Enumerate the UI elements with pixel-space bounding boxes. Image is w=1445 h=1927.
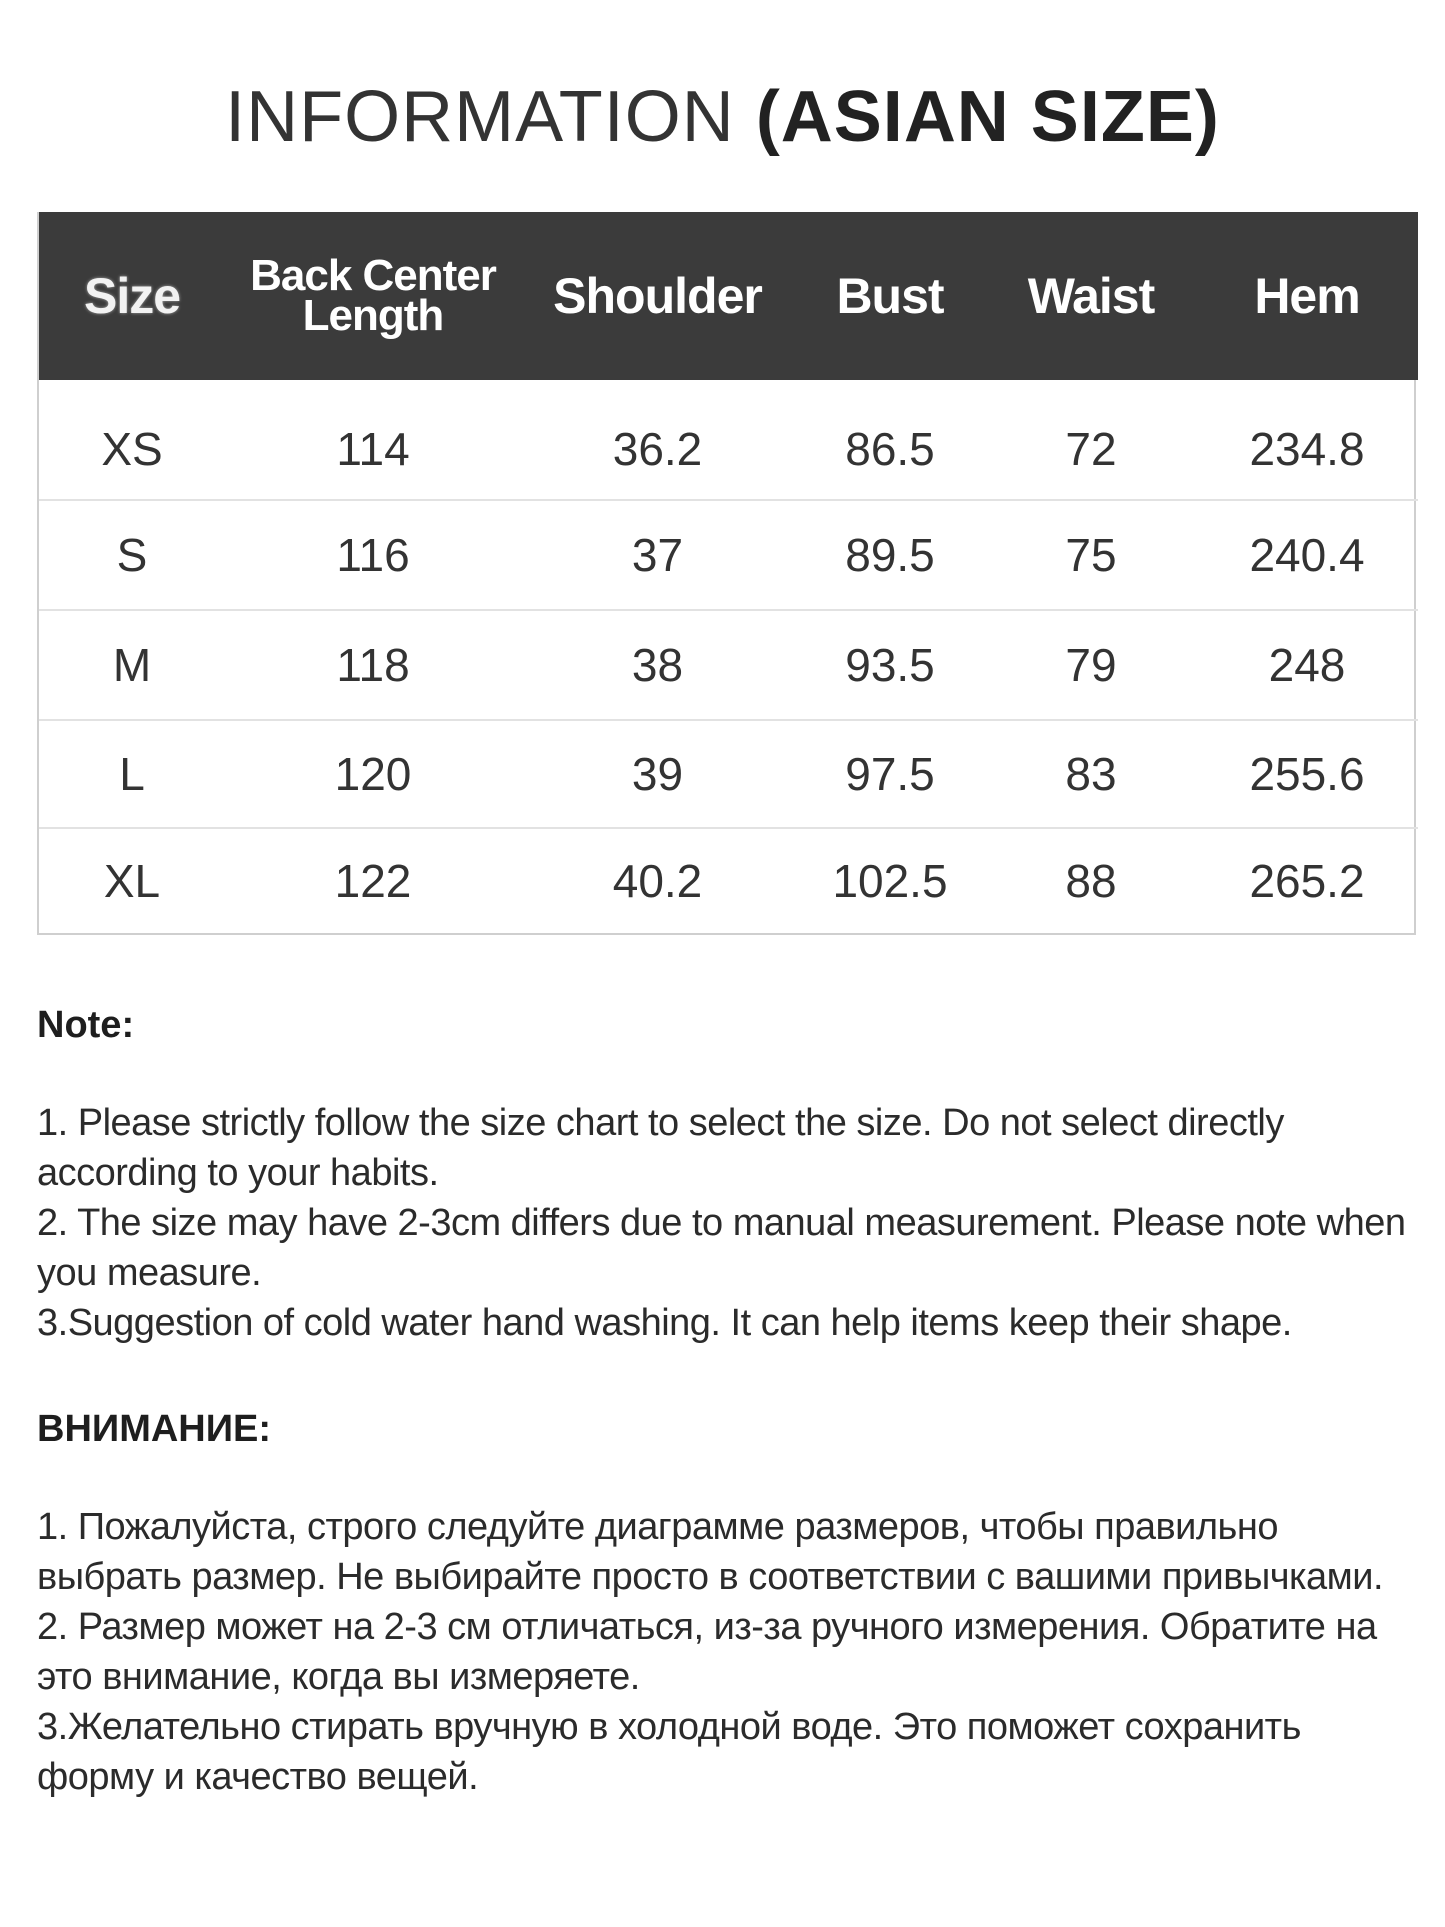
note-ru-block (37, 1404, 1407, 1802)
cell-hem: 234.8 (1196, 380, 1418, 500)
header-bust: Bust (836, 268, 944, 324)
cell-waist: 75 (986, 500, 1196, 610)
page-title (0, 72, 1445, 162)
table-row (39, 500, 1418, 610)
header-back-center-line1: Back Center (250, 251, 496, 300)
cell-size: S (39, 500, 225, 610)
note-ru-item: 3.Желательно стирать вручную в холодной воде. Это поможет сохранить форму и качество вещей. (37, 1706, 1301, 1798)
cell-bust: 102.5 (832, 855, 948, 907)
note-en-block (37, 1000, 1407, 1348)
cell-back-center-length: 120 (225, 720, 521, 828)
cell-shoulder: 36.2 (521, 380, 794, 500)
cell-bust: 86.5 (794, 380, 986, 500)
size-chart-table (37, 212, 1416, 935)
cell-shoulder: 37 (521, 500, 794, 610)
cell-back-center-length: 116 (225, 500, 521, 610)
header-size: Size (83, 268, 181, 324)
header-back-center-line2: Length (302, 291, 444, 340)
cell-back-center-length: 118 (225, 610, 521, 720)
cell-size: M (39, 610, 225, 720)
note-ru-heading: ВНИМАНИЕ: (37, 1408, 272, 1450)
cell-shoulder: 38 (521, 610, 794, 720)
note-ru-list (37, 1502, 1407, 1802)
cell-hem: 265.2 (1249, 855, 1365, 907)
note-en-heading: Note: (37, 1004, 135, 1046)
table-row (39, 828, 1418, 933)
cell-hem: 248 (1196, 610, 1418, 720)
cell-back-center-length: 114 (225, 380, 521, 500)
note-ru-item: 2. Размер может на 2-3 см отличаться, из-за ручного измерения. Обратите на это внимание, когда вы измеряете. (37, 1606, 1377, 1698)
cell-shoulder: 39 (521, 720, 794, 828)
note-ru-item: 1. Пожалуйста, строго следуйте диаграмме размеров, чтобы правильно выбрать размер. Не выбирайте просто в соответствии с вашими привычками. (37, 1506, 1384, 1598)
title-size-type: (ASIAN SIZE) (755, 77, 1220, 157)
cell-bust: 89.5 (794, 500, 986, 610)
note-en-item: 3.Suggestion of cold water hand washing. It can help items keep their shape. (37, 1302, 1292, 1344)
cell-waist: 79 (986, 610, 1196, 720)
cell-size: XL (103, 855, 161, 907)
table-row (39, 610, 1418, 720)
cell-bust: 93.5 (794, 610, 986, 720)
title-main: INFORMATION (225, 77, 735, 157)
table-row (39, 380, 1418, 500)
cell-back-center-length: 122 (334, 855, 412, 907)
header-waist: Waist (1027, 268, 1155, 324)
header-shoulder: Shoulder (553, 268, 762, 324)
table-header-row (39, 212, 1418, 380)
cell-waist: 88 (1065, 855, 1117, 907)
notes-section (37, 1000, 1407, 1802)
note-en-list (37, 1098, 1407, 1348)
cell-shoulder: 40.2 (612, 855, 703, 907)
note-en-item: 1. Please strictly follow the size chart to select the size. Do not select directly according to your habits. (37, 1102, 1284, 1194)
header-hem: Hem (1254, 268, 1360, 324)
header-back-center-length (225, 212, 521, 380)
cell-size: L (39, 720, 225, 828)
cell-hem: 240.4 (1196, 500, 1418, 610)
table-row (39, 720, 1418, 828)
size-table (39, 212, 1418, 933)
cell-bust: 97.5 (794, 720, 986, 828)
cell-waist: 72 (986, 380, 1196, 500)
cell-size: XS (39, 380, 225, 500)
note-en-item: 2. The size may have 2-3cm differs due to manual measurement. Please note when you measure. (37, 1202, 1406, 1294)
cell-waist: 83 (986, 720, 1196, 828)
cell-hem: 255.6 (1196, 720, 1418, 828)
